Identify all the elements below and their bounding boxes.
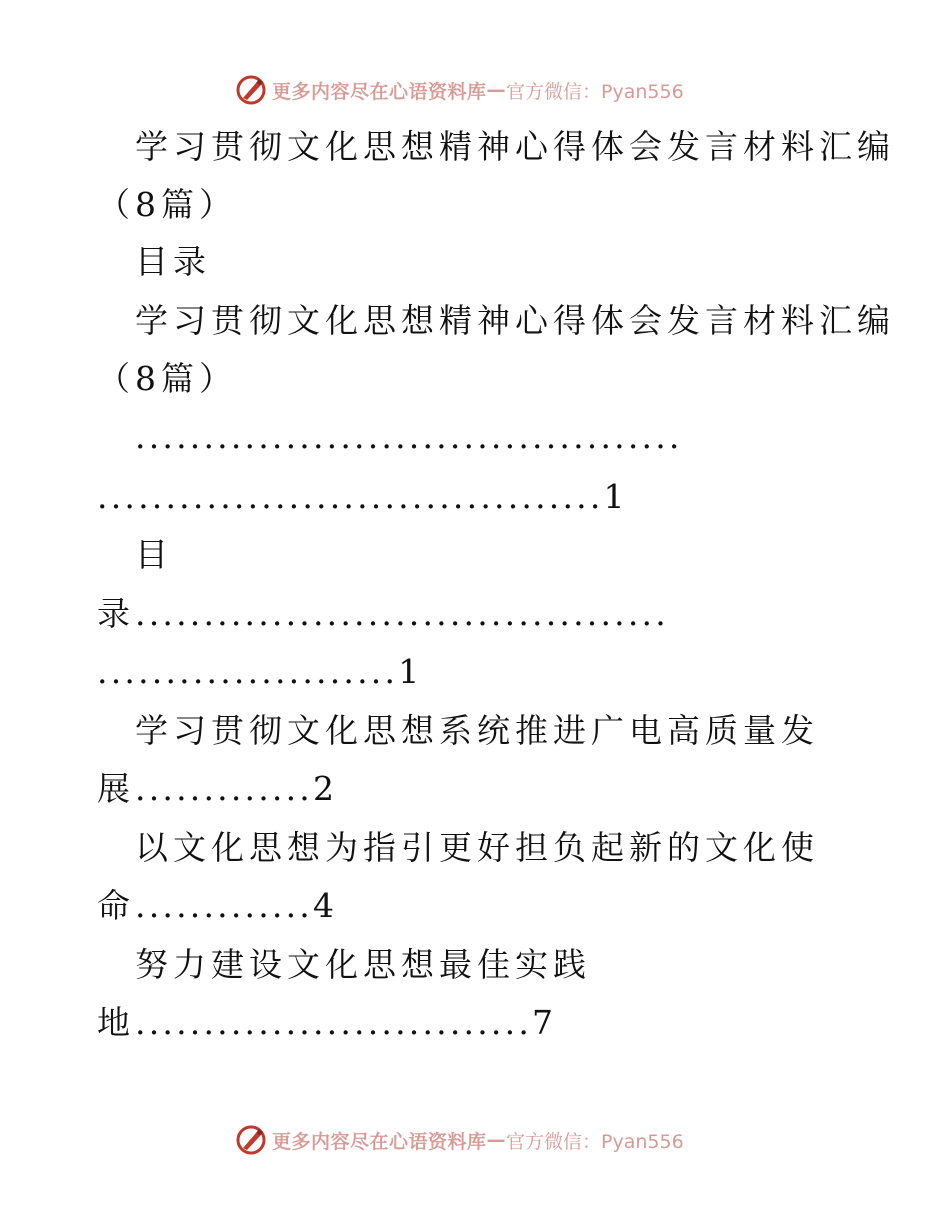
toc-entry-2-title-line2: 录 (97, 594, 135, 633)
document-title-line2: （8篇） (97, 185, 237, 224)
pen-logo-icon (234, 1123, 268, 1157)
toc-entry-5-title-line1: 努力建设文化思想最佳实践 (135, 945, 591, 984)
toc-entry-3-title-line2: 展 (97, 769, 135, 808)
toc-entry-5-row (97, 1003, 553, 1043)
footer-watermark (0, 1120, 950, 1160)
toc-entry-3-title-line1: 学习贯彻文化思想系统推进广电高质量发 (135, 711, 819, 750)
toc-heading: 目录 (135, 242, 211, 281)
toc-entry-3-leader-dots: ............. (135, 769, 313, 808)
watermark-wechat-text: 官方微信：Pyan556 (506, 80, 684, 103)
toc-entry-5-title-line2: 地 (97, 1003, 135, 1042)
toc-entry-5-leader-dots: ............................. (135, 1003, 533, 1042)
toc-entry-1-leader-dots-2: ..................................... (97, 477, 604, 516)
toc-entry-5-page-number: 7 (532, 1003, 554, 1042)
toc-entry-2-leader-row (97, 652, 419, 692)
watermark-dash: — (486, 79, 507, 101)
toc-entry-1-title-line1: 学习贯彻文化思想精神心得体会发言材料汇编 (135, 301, 895, 340)
toc-entry-4-row (97, 886, 334, 926)
toc-entry-2-row (97, 594, 669, 634)
toc-entry-3-page-number: 2 (312, 769, 334, 808)
watermark-site-text: 更多内容尽在心语资料库 (272, 1130, 487, 1153)
pen-logo-icon (234, 73, 268, 107)
toc-entry-4-leader-dots: ............. (135, 886, 313, 925)
toc-entry-2-title-line1: 目 (135, 535, 173, 574)
header-watermark (0, 70, 950, 110)
toc-entry-2-leader-dots-2: ...................... (97, 652, 399, 691)
toc-entry-3-row (97, 769, 334, 809)
toc-entry-1-leader-dots: ........................................ (135, 417, 683, 456)
toc-entry-4-title-line2: 命 (97, 886, 135, 925)
document-title-line1: 学习贯彻文化思想精神心得体会发言材料汇编 (135, 127, 895, 166)
toc-entry-1-leader-row (97, 477, 625, 517)
toc-entry-2-page-number: 1 (398, 652, 420, 691)
toc-entry-4-page-number: 4 (312, 886, 334, 925)
watermark-dash: — (486, 1129, 507, 1151)
toc-entry-1-page-number: 1 (603, 477, 625, 516)
toc-entry-4-title-line1: 以文化思想为指引更好担负起新的文化使 (135, 828, 819, 867)
toc-entry-2-leader-dots: ....................................... (135, 594, 669, 633)
watermark-site-text: 更多内容尽在心语资料库 (272, 80, 487, 103)
toc-entry-1-title-line2: （8篇） (97, 359, 237, 398)
watermark-wechat-text: 官方微信：Pyan556 (506, 1130, 684, 1153)
